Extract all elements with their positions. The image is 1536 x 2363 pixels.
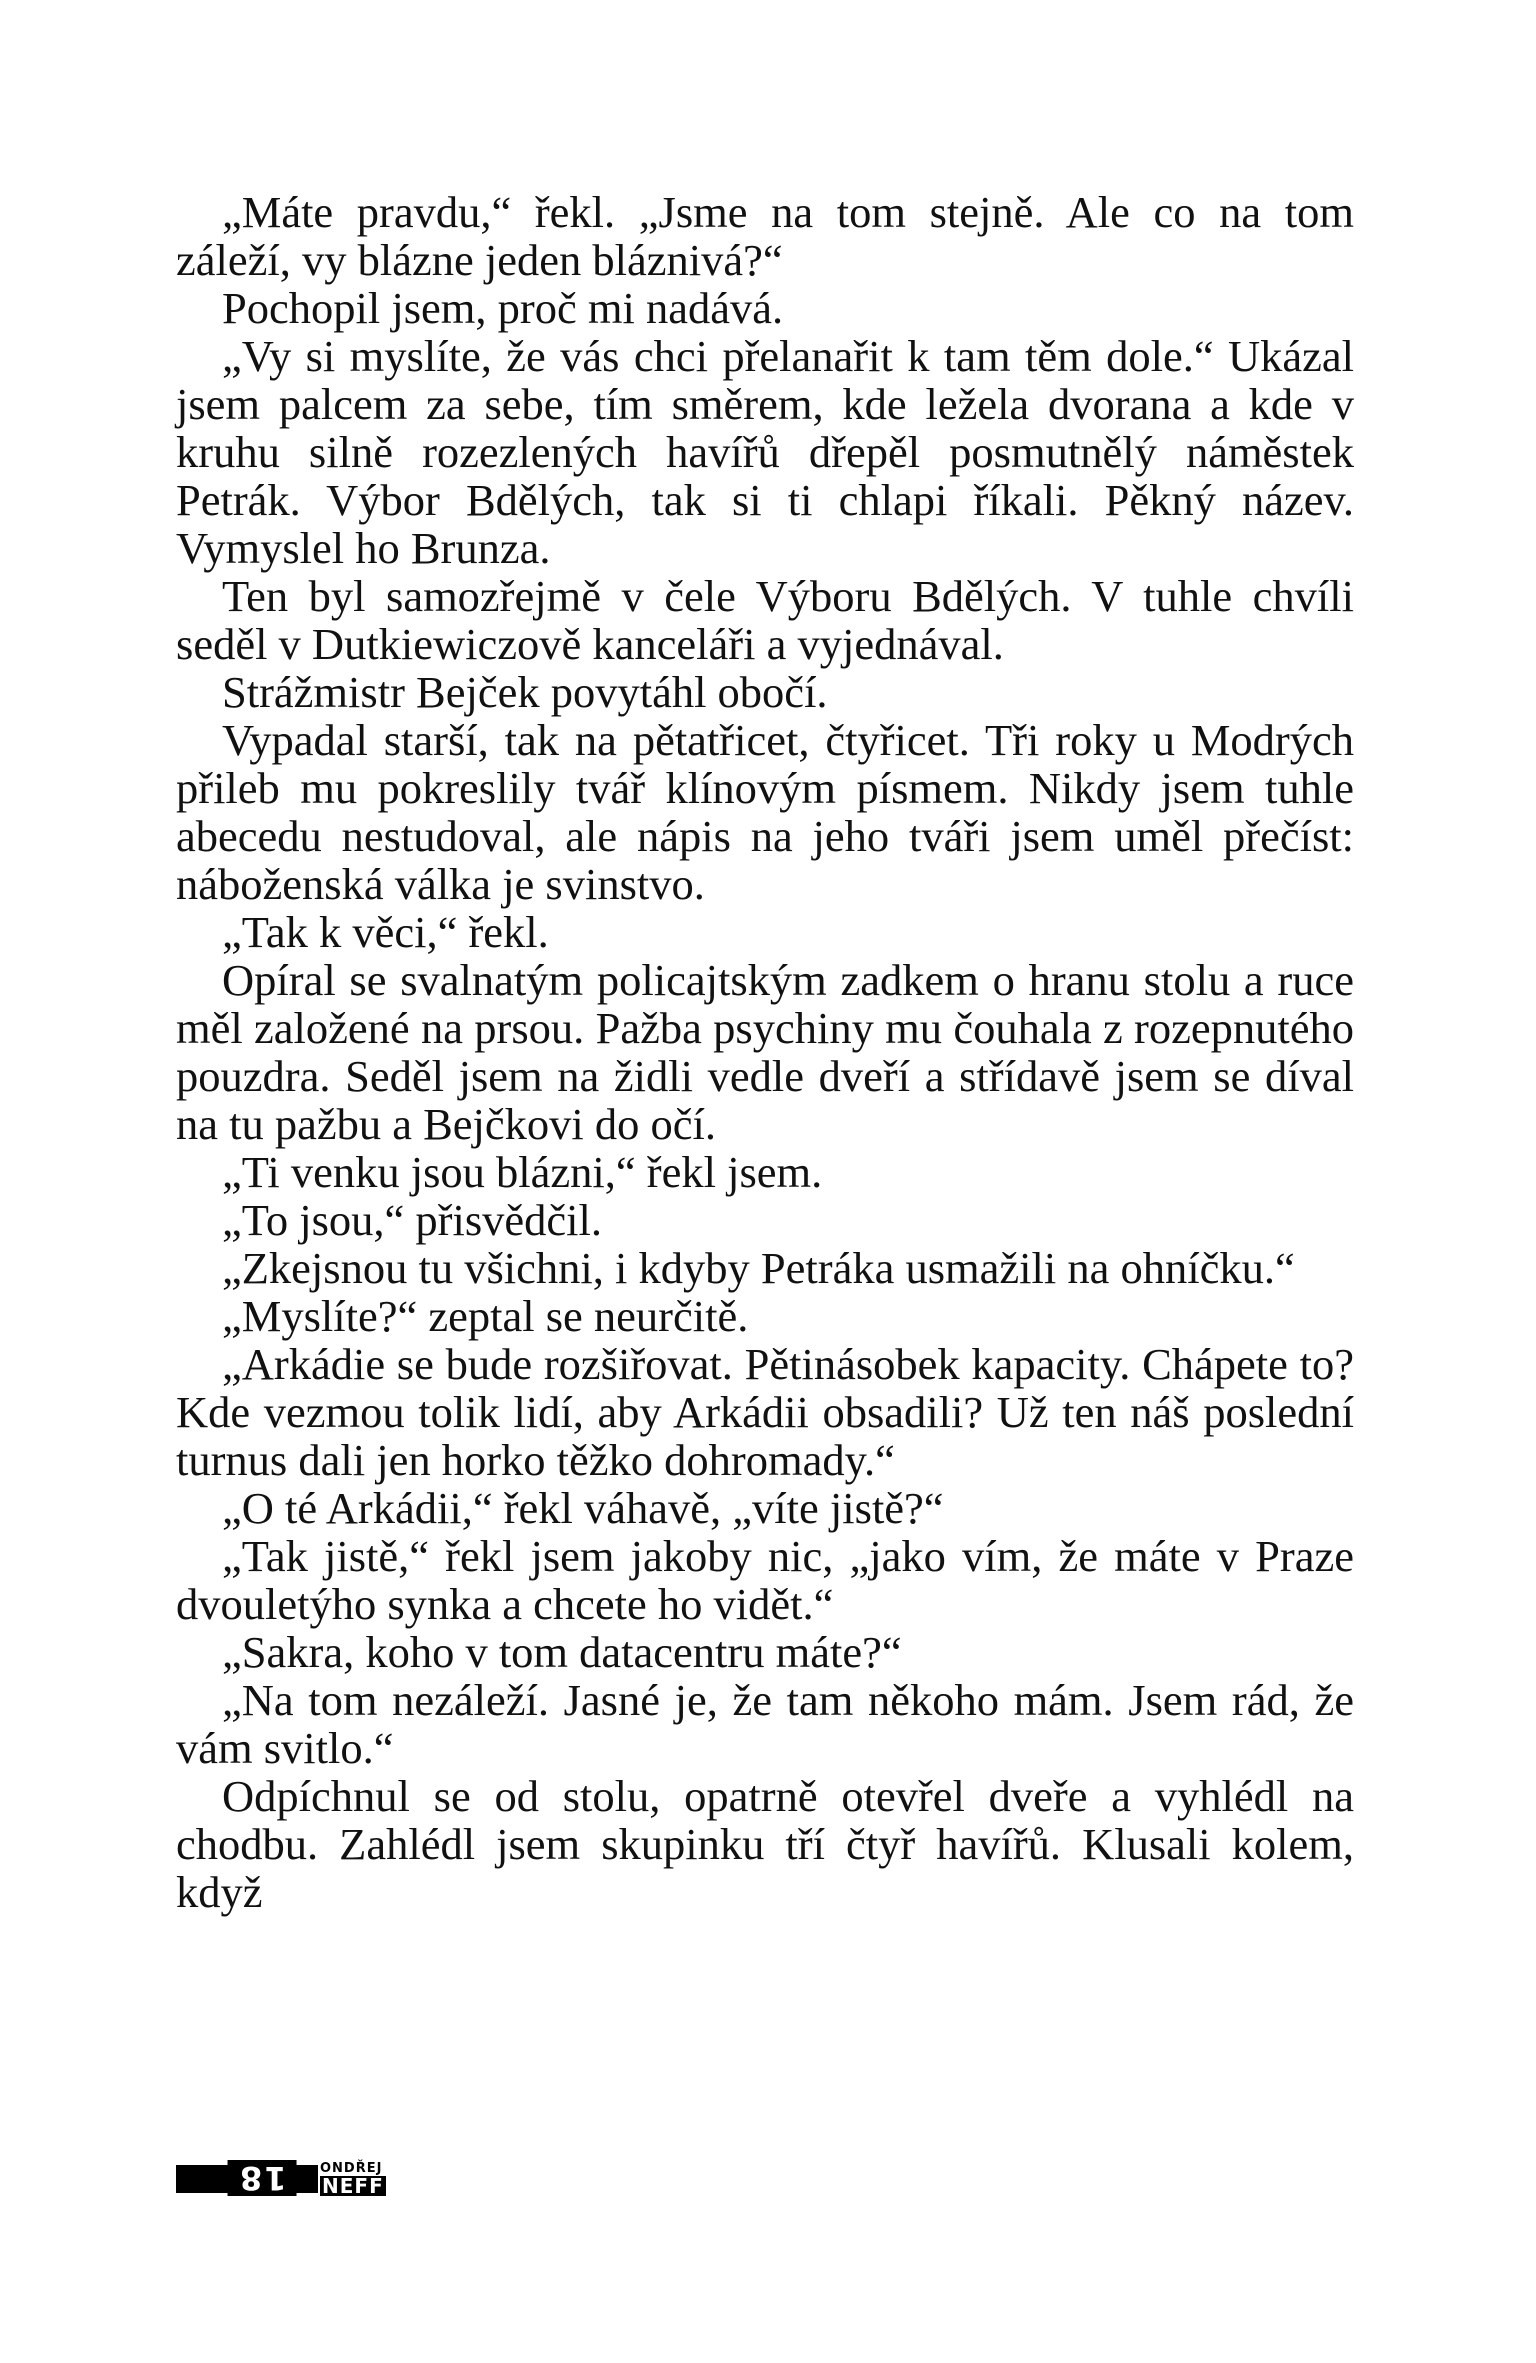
page-number: 18: [228, 2160, 297, 2196]
paragraph: „Myslíte?“ zeptal se neurčitě.: [222, 1291, 749, 1341]
paragraph: „O té Arkádii,“ řekl váhavě, „víte jistě?“: [222, 1483, 944, 1533]
paragraph: „Na tom nezáleží. Jasné je, že tam někoho mám. Jsem rád, že vám svitlo.“: [176, 1675, 1354, 1773]
body-text: [176, 188, 1354, 1916]
paragraph: „Vy si myslíte, že vás chci přelanařit k tam těm dole.“ Ukázal jsem palcem za sebe, tím směrem, kde ležela dvorana a kde v kruhu silně rozezlených havířů dřepěl posmutnělý náměstek Petrák. Výbor Bdělých, tak si ti chlapi říkali. Pěkný název. Vymyslel ho Brunza.: [176, 331, 1354, 573]
author-logo: [320, 2162, 420, 2198]
paragraph: „Máte pravdu,“ řekl. „Jsme na tom stejně. Ale co na tom záleží, vy blázne jeden bláznivá?“: [176, 187, 1354, 285]
paragraph: „Tak jistě,“ řekl jsem jakoby nic, „jako vím, že máte v Praze dvouletýho synka a chcete ho vidět.“: [176, 1531, 1354, 1629]
paragraph: Strážmistr Bejček povytáhl obočí.: [222, 667, 828, 717]
page-footer: [176, 2160, 436, 2200]
paragraph: „Ti venku jsou blázni,“ řekl jsem.: [222, 1147, 823, 1197]
paragraph: Vypadal starší, tak na pětatřicet, čtyřicet. Tři roky u Modrých přileb mu pokreslily tvář klínovým písmem. Nikdy jsem tuhle abecedu nestudoval, ale nápis na jeho tváři jsem uměl přečíst: náboženská válka je svinstvo.: [176, 715, 1354, 909]
paragraph: „Arkádie se bude rozšiřovat. Pětinásobek kapacity. Chápete to? Kde vezmou tolik lidí, aby Arkádii obsadili? Už ten náš poslední turnus dali jen horko těžko dohromady.“: [176, 1339, 1354, 1485]
paragraph: Ten byl samozřejmě v čele Výboru Bdělých. V tuhle chvíli seděl v Dutkiewiczově kanceláři a vyjednával.: [176, 571, 1354, 669]
paragraph: Opíral se svalnatým policajtským zadkem o hranu stolu a ruce měl založené na prsou. Pažba psychiny mu čouhala z rozepnutého pouzdra. Seděl jsem na židli vedle dveří a střídavě jsem se díval na tu pažbu a Bejčkovi do očí.: [176, 955, 1354, 1149]
author-first-name: ONDŘEJ: [320, 2161, 383, 2176]
paragraph: Odpíchnul se od stolu, opatrně otevřel dveře a vyhlédl na chodbu. Zahlédl jsem skupinku tří čtyř havířů. Klusali kolem, když: [176, 1771, 1354, 1917]
paragraph: „Tak k věci,“ řekl.: [222, 907, 549, 957]
author-last-name: NEFF: [322, 2174, 384, 2198]
paragraph: „To jsou,“ přisvědčil.: [222, 1195, 602, 1245]
paragraph: „Sakra, koho v tom datacentru máte?“: [222, 1627, 902, 1677]
paragraph: Pochopil jsem, proč mi nadává.: [222, 283, 784, 333]
paragraph: „Zkejsnou tu všichni, i kdyby Petráka usmažili na ohníčku.“: [222, 1243, 1295, 1293]
